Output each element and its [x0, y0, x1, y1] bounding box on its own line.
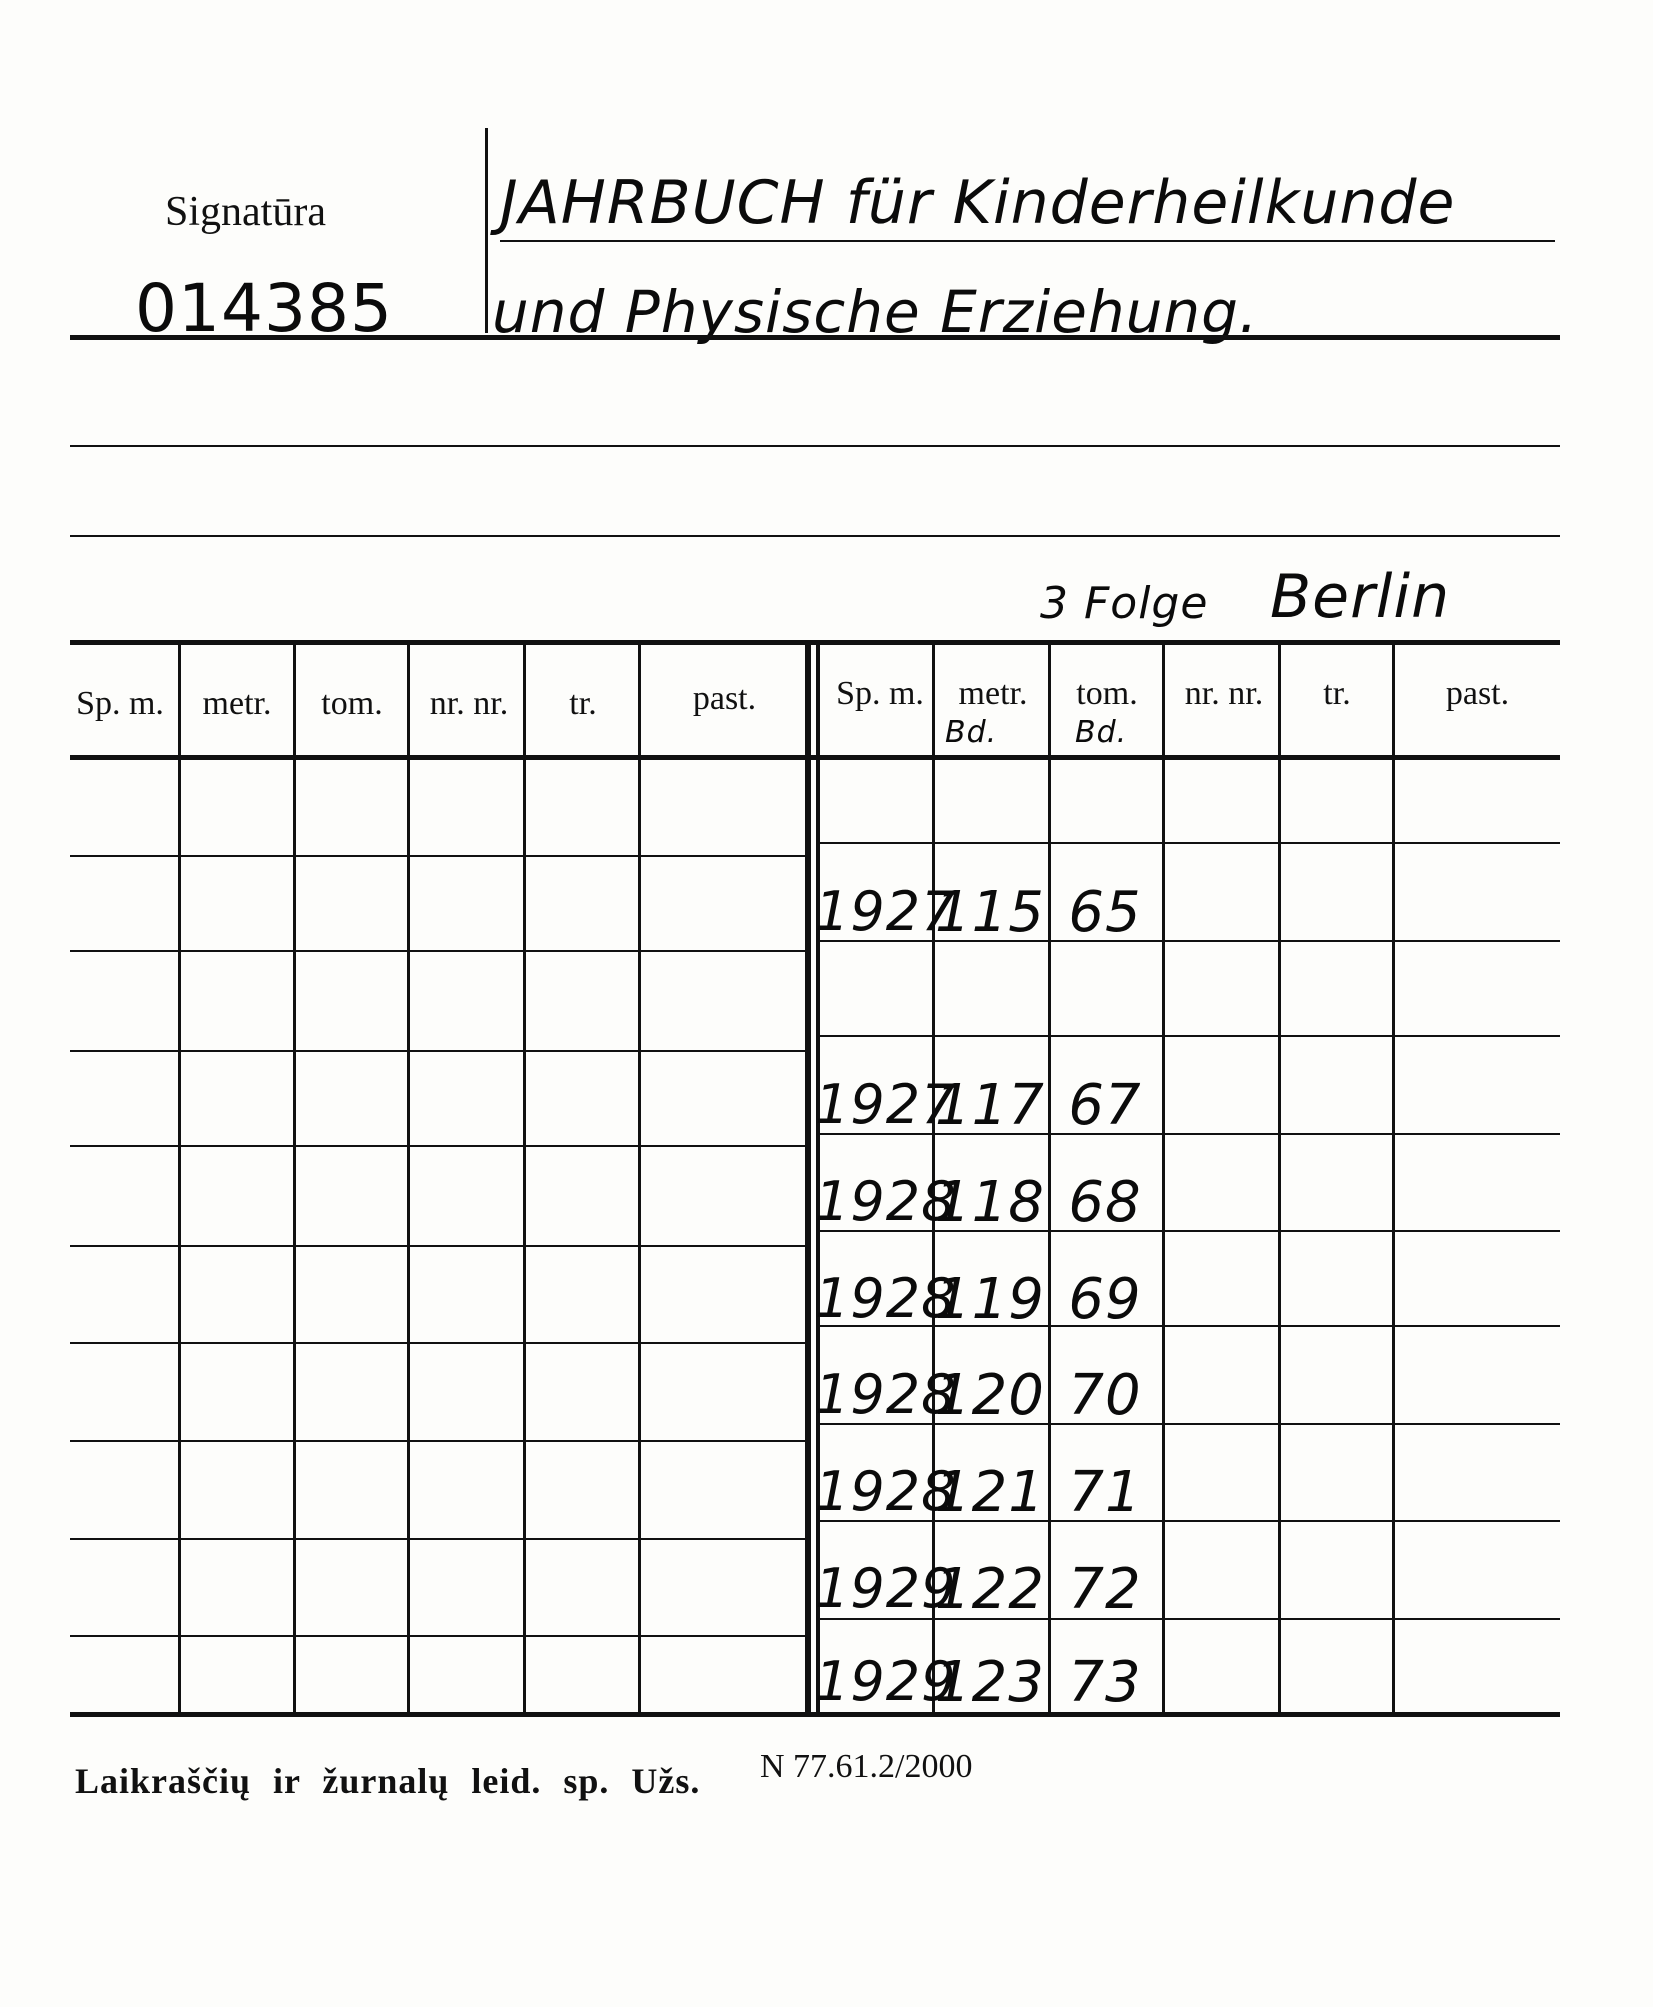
title-divider: [485, 128, 488, 333]
row-1929a-tom: 72: [1068, 1557, 1142, 1622]
left-col-metr: metr.: [202, 685, 272, 722]
row-1928a-year: 1928: [815, 1170, 957, 1233]
blank-rule-1: [70, 445, 1560, 447]
right-col-tom: tom.: [1076, 675, 1138, 712]
col-line: [638, 645, 641, 1712]
row-rule-right: [820, 842, 1560, 844]
row-rule-right: [820, 1035, 1560, 1037]
blank-rule-2: [70, 535, 1560, 537]
signatura-number: 014385: [135, 270, 393, 347]
row-1928b-tom: 69: [1068, 1267, 1142, 1332]
row-1929b-tom: 73: [1068, 1650, 1142, 1715]
col-line: [1162, 645, 1165, 1712]
row-1927a-tom: 65: [1068, 880, 1142, 945]
place-name: Berlin: [1270, 562, 1451, 632]
row-1928c-year: 1928: [815, 1363, 957, 1426]
row-rule-left: [70, 1538, 805, 1540]
row-1928a-tom: 68: [1068, 1170, 1142, 1235]
title-line-2: und Physische Erziehung.: [492, 278, 1259, 346]
col-line: [523, 645, 526, 1712]
row-1928b-metr: 119: [935, 1267, 1045, 1332]
row-1927a-year: 1927: [815, 880, 957, 943]
row-1928d-metr: 121: [935, 1460, 1045, 1525]
row-1928c-tom: 70: [1068, 1363, 1142, 1428]
row-rule-left: [70, 1440, 805, 1442]
col-line: [178, 645, 181, 1712]
row-1927b-metr: 117: [935, 1073, 1045, 1138]
right-metr-subhead: Bd.: [945, 715, 998, 750]
row-1928d-tom: 71: [1068, 1460, 1142, 1525]
row-1928d-year: 1928: [815, 1460, 957, 1523]
row-rule-left: [70, 950, 805, 952]
title-underline-1: [500, 240, 1555, 242]
row-rule-left: [70, 1050, 805, 1052]
col-line: [407, 645, 410, 1712]
header-rule: [70, 335, 1560, 340]
left-col-past: past.: [692, 680, 757, 717]
right-col-tr: tr.: [1323, 675, 1351, 712]
left-col-tom: tom.: [321, 685, 383, 722]
row-1927a-metr: 115: [935, 880, 1045, 945]
row-rule-left: [70, 1245, 805, 1247]
row-1927b-tom: 67: [1068, 1073, 1142, 1138]
right-col-past: past.: [1445, 675, 1510, 712]
row-rule-left: [70, 855, 805, 857]
row-1929a-year: 1929: [815, 1557, 957, 1620]
right-col-metr: metr.: [958, 675, 1028, 712]
row-1929b-year: 1929: [815, 1650, 957, 1713]
row-rule-left: [70, 1635, 805, 1637]
col-line: [1278, 645, 1281, 1712]
row-1928c-metr: 120: [935, 1363, 1045, 1428]
left-col-sp-m: Sp. m.: [76, 685, 164, 722]
order-code: N 77.61.2/2000: [760, 1748, 973, 1785]
row-rule-left: [70, 1145, 805, 1147]
col-line: [293, 645, 296, 1712]
row-1928a-metr: 118: [935, 1170, 1045, 1235]
row-1928b-year: 1928: [815, 1267, 957, 1330]
title-line-1: JAHRBUCH für Kinderheilkunde: [500, 168, 1456, 238]
right-tom-subhead: Bd.: [1075, 715, 1128, 750]
right-col-sp-m: Sp. m.: [836, 675, 924, 712]
signatura-label: Signatūra: [165, 189, 326, 235]
center-double-line-a: [805, 640, 811, 1712]
right-col-nr: nr. nr.: [1184, 675, 1264, 712]
printer-imprint: Laikraščių ir žurnalų leid. sp. Užs.: [75, 1761, 701, 1801]
left-col-nr: nr. nr.: [429, 685, 509, 722]
left-col-tr: tr.: [569, 685, 597, 722]
series-note: 3 Folge: [1040, 578, 1209, 629]
row-1929a-metr: 122: [935, 1557, 1045, 1622]
row-rule-left: [70, 1342, 805, 1344]
row-1927b-year: 1927: [815, 1073, 957, 1136]
row-1929b-metr: 123: [935, 1650, 1045, 1715]
col-line: [1392, 645, 1395, 1712]
